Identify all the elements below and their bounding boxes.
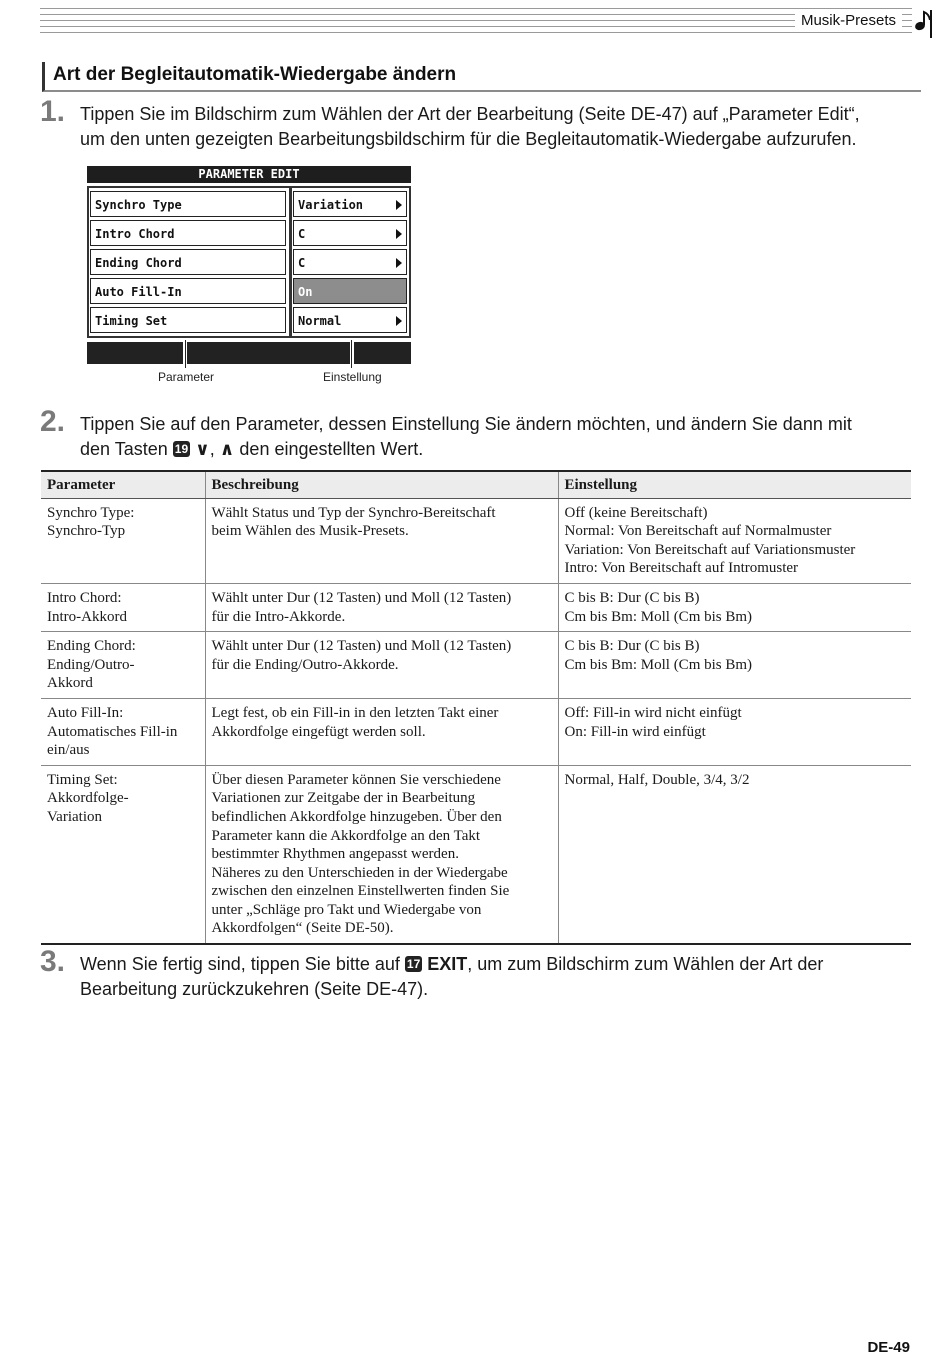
step-2-line: Tippen Sie auf den Parameter, dessen Einstellung Sie ändern möchten, und ändern Sie dann mit <box>80 414 852 434</box>
cell-line: Off (keine Bereitschaft) <box>564 504 708 521</box>
lcd-value-text: C <box>298 227 306 241</box>
step-3-text-post: , um zum Bildschirm zum Wählen der Art der <box>467 954 824 974</box>
table-row <box>41 698 911 765</box>
setting-cell <box>558 765 911 944</box>
setting-cell <box>558 498 911 583</box>
cell-line: Intro-Akkord <box>47 608 127 625</box>
setting-cell <box>558 698 911 765</box>
lcd-param-ending-chord[interactable]: Ending Chord <box>90 249 286 275</box>
cell-line: Synchro Type: <box>47 504 135 521</box>
step-3-line <box>80 952 900 977</box>
page-number: DE-49 <box>867 1339 910 1356</box>
cell-line: Normal, Half, Double, 3/4, 3/2 <box>564 771 750 788</box>
lcd-value-intro-chord[interactable] <box>293 220 407 246</box>
step-2-text-pre: den Tasten <box>80 439 168 459</box>
lcd-value-text: Normal <box>298 314 342 328</box>
down-chevron-icon: ∨ <box>195 439 210 459</box>
cell-line: befindlichen Akkordfolge hinzugeben. Über den <box>211 808 502 825</box>
lcd-title: PARAMETER EDIT <box>87 166 411 183</box>
header-beschreibung: Beschreibung <box>205 471 558 498</box>
step-3-text <box>80 952 900 1002</box>
cell-line: Über diesen Parameter können Sie verschiedene <box>211 771 501 788</box>
desc-cell <box>205 498 558 583</box>
exit-key-label: EXIT <box>427 954 468 974</box>
param-cell <box>41 765 205 944</box>
cell-line: C bis B: Dur (C bis B) <box>564 589 700 606</box>
parameter-edit-screen <box>87 166 411 364</box>
cell-line: Automatisches Fill-in <box>47 723 178 740</box>
cell-line: für die Ending/Outro-Akkorde. <box>211 656 399 673</box>
param-cell <box>41 632 205 699</box>
lcd-value-synchro-type[interactable] <box>293 191 407 217</box>
lcd-value-text: C <box>298 256 306 270</box>
callout-line-parameter <box>185 340 186 368</box>
lcd-param-intro-chord[interactable]: Intro Chord <box>90 220 286 246</box>
cell-line: C bis B: Dur (C bis B) <box>564 638 700 655</box>
step-2-text <box>80 412 900 462</box>
step-1-number: 1. <box>40 95 66 128</box>
key-19-badge: 19 <box>174 442 189 456</box>
right-arrow-icon <box>396 200 402 210</box>
cell-line: Cm bis Bm: Moll (Cm bis Bm) <box>564 656 753 673</box>
lcd-param-timing-set[interactable]: Timing Set <box>90 307 286 333</box>
table-row <box>41 498 911 583</box>
cell-line: Näheres zu den Unterschieden in der Wiedergabe <box>211 864 508 881</box>
cell-line: On: Fill-in wird einfügt <box>564 723 706 740</box>
step-2-text-post: den eingestellten Wert. <box>239 439 424 459</box>
cell-line: Variation <box>47 808 102 825</box>
step-1-line: Tippen Sie im Bildschirm zum Wählen der Art der Bearbeitung (Seite DE-47) auf „Parameter Edit“, <box>80 104 860 124</box>
cell-line: beim Wählen des Musik-Presets. <box>211 523 409 540</box>
cell-line: Ending/Outro- <box>47 656 135 673</box>
table-header-row <box>41 471 911 498</box>
step-2-number: 2. <box>40 405 66 438</box>
key-17-badge: 17 <box>406 957 421 971</box>
setting-cell <box>558 632 911 699</box>
lcd-value-text: Variation <box>298 198 364 212</box>
lcd-param-synchro-type[interactable]: Synchro Type <box>90 191 286 217</box>
cell-line: Variation: Von Bereitschaft auf Variationsmuster <box>564 541 856 558</box>
right-arrow-icon <box>396 316 402 326</box>
cell-line: Akkordfolge- <box>47 790 129 807</box>
header-einstellung: Einstellung <box>558 471 911 498</box>
cell-line: ein/aus <box>47 742 90 759</box>
desc-cell <box>205 698 558 765</box>
table-row <box>41 583 911 631</box>
lcd-param-auto-fill-in[interactable]: Auto Fill-In <box>90 278 286 304</box>
header-staff-lines <box>40 8 912 36</box>
desc-cell <box>205 765 558 944</box>
callout-setting-label: Einstellung <box>323 370 382 384</box>
cell-line: Intro Chord: <box>47 589 122 606</box>
lcd-value-auto-fill-in[interactable] <box>293 278 407 304</box>
cell-line: Akkordfolge eingefügt werden soll. <box>211 723 426 740</box>
param-cell <box>41 698 205 765</box>
lcd-value-timing-set[interactable] <box>293 307 407 333</box>
step-3-text-pre: Wenn Sie fertig sind, tippen Sie bitte auf <box>80 954 400 974</box>
table-row <box>41 632 911 699</box>
right-arrow-icon <box>396 229 402 239</box>
param-cell <box>41 498 205 583</box>
step-3-number: 3. <box>40 945 66 978</box>
callout-parameter-label: Parameter <box>158 370 215 384</box>
desc-cell <box>205 632 558 699</box>
cell-line: Akkord <box>47 675 93 692</box>
cell-line: Ending Chord: <box>47 638 136 655</box>
setting-cell <box>558 583 911 631</box>
music-note-icon <box>913 10 935 38</box>
cell-line: Variationen zur Zeitgabe der in Bearbeitung <box>211 790 476 807</box>
cell-line: Synchro-Typ <box>47 523 126 540</box>
table-row <box>41 765 911 944</box>
cell-line: für die Intro-Akkorde. <box>211 608 346 625</box>
header-parameter: Parameter <box>41 471 205 498</box>
cell-line: Akkordfolgen“ (Seite DE-50). <box>211 920 394 937</box>
cell-line: Off: Fill-in wird nicht einfügt <box>564 704 742 721</box>
cell-line: Intro: Von Bereitschaft auf Intromuster <box>564 560 799 577</box>
cell-line: Legt fest, ob ein Fill-in in den letzten Takt einer <box>211 704 499 721</box>
cell-line: Parameter kann die Akkordfolge an den Takt <box>211 827 481 844</box>
section-title: Art der Begleitautomatik-Wiedergabe ändern <box>42 62 921 92</box>
param-cell <box>41 583 205 631</box>
lcd-softkey-bar[interactable] <box>87 342 183 364</box>
cell-line: bestimmter Rhythmen angepasst werden. <box>211 846 459 863</box>
lcd-value-ending-chord[interactable] <box>293 249 407 275</box>
cell-line: unter „Schläge pro Takt und Wiedergabe von <box>211 901 482 918</box>
right-arrow-icon <box>396 258 402 268</box>
step-1-line: um den unten gezeigten Bearbeitungsbildschirm für die Begleitautomatik-Wiedergabe aufzurufen. <box>80 129 857 149</box>
lcd-softkey-bar[interactable] <box>354 342 411 364</box>
cell-line: Normal: Von Bereitschaft auf Normalmuster <box>564 523 832 540</box>
lcd-softkey-bar[interactable] <box>187 342 350 364</box>
cell-line: Wählt unter Dur (12 Tasten) und Moll (12 Tasten) <box>211 589 512 606</box>
header-section-label: Musik-Presets <box>795 12 902 29</box>
cell-line: Timing Set: <box>47 771 118 788</box>
cell-line: zwischen den einzelnen Einstellwerten finden Sie <box>211 883 510 900</box>
up-chevron-icon: ∧ <box>219 439 235 459</box>
cell-line: Cm bis Bm: Moll (Cm bis Bm) <box>564 608 753 625</box>
cell-line: Wählt unter Dur (12 Tasten) und Moll (12 Tasten) <box>211 638 512 655</box>
step-1-text <box>80 102 900 152</box>
lcd-value-text: On <box>298 285 313 299</box>
parameter-table <box>41 470 911 945</box>
cell-line: Auto Fill-In: <box>47 704 124 721</box>
cell-line: Wählt Status und Typ der Synchro-Bereitschaft <box>211 504 496 521</box>
step-3-line: Bearbeitung zurückzukehren (Seite DE-47). <box>80 979 429 999</box>
desc-cell <box>205 583 558 631</box>
step-2-line: den Tasten 19 ∨, ∧ den eingestellten Wert. <box>80 439 424 459</box>
callout-line-setting <box>351 340 352 368</box>
